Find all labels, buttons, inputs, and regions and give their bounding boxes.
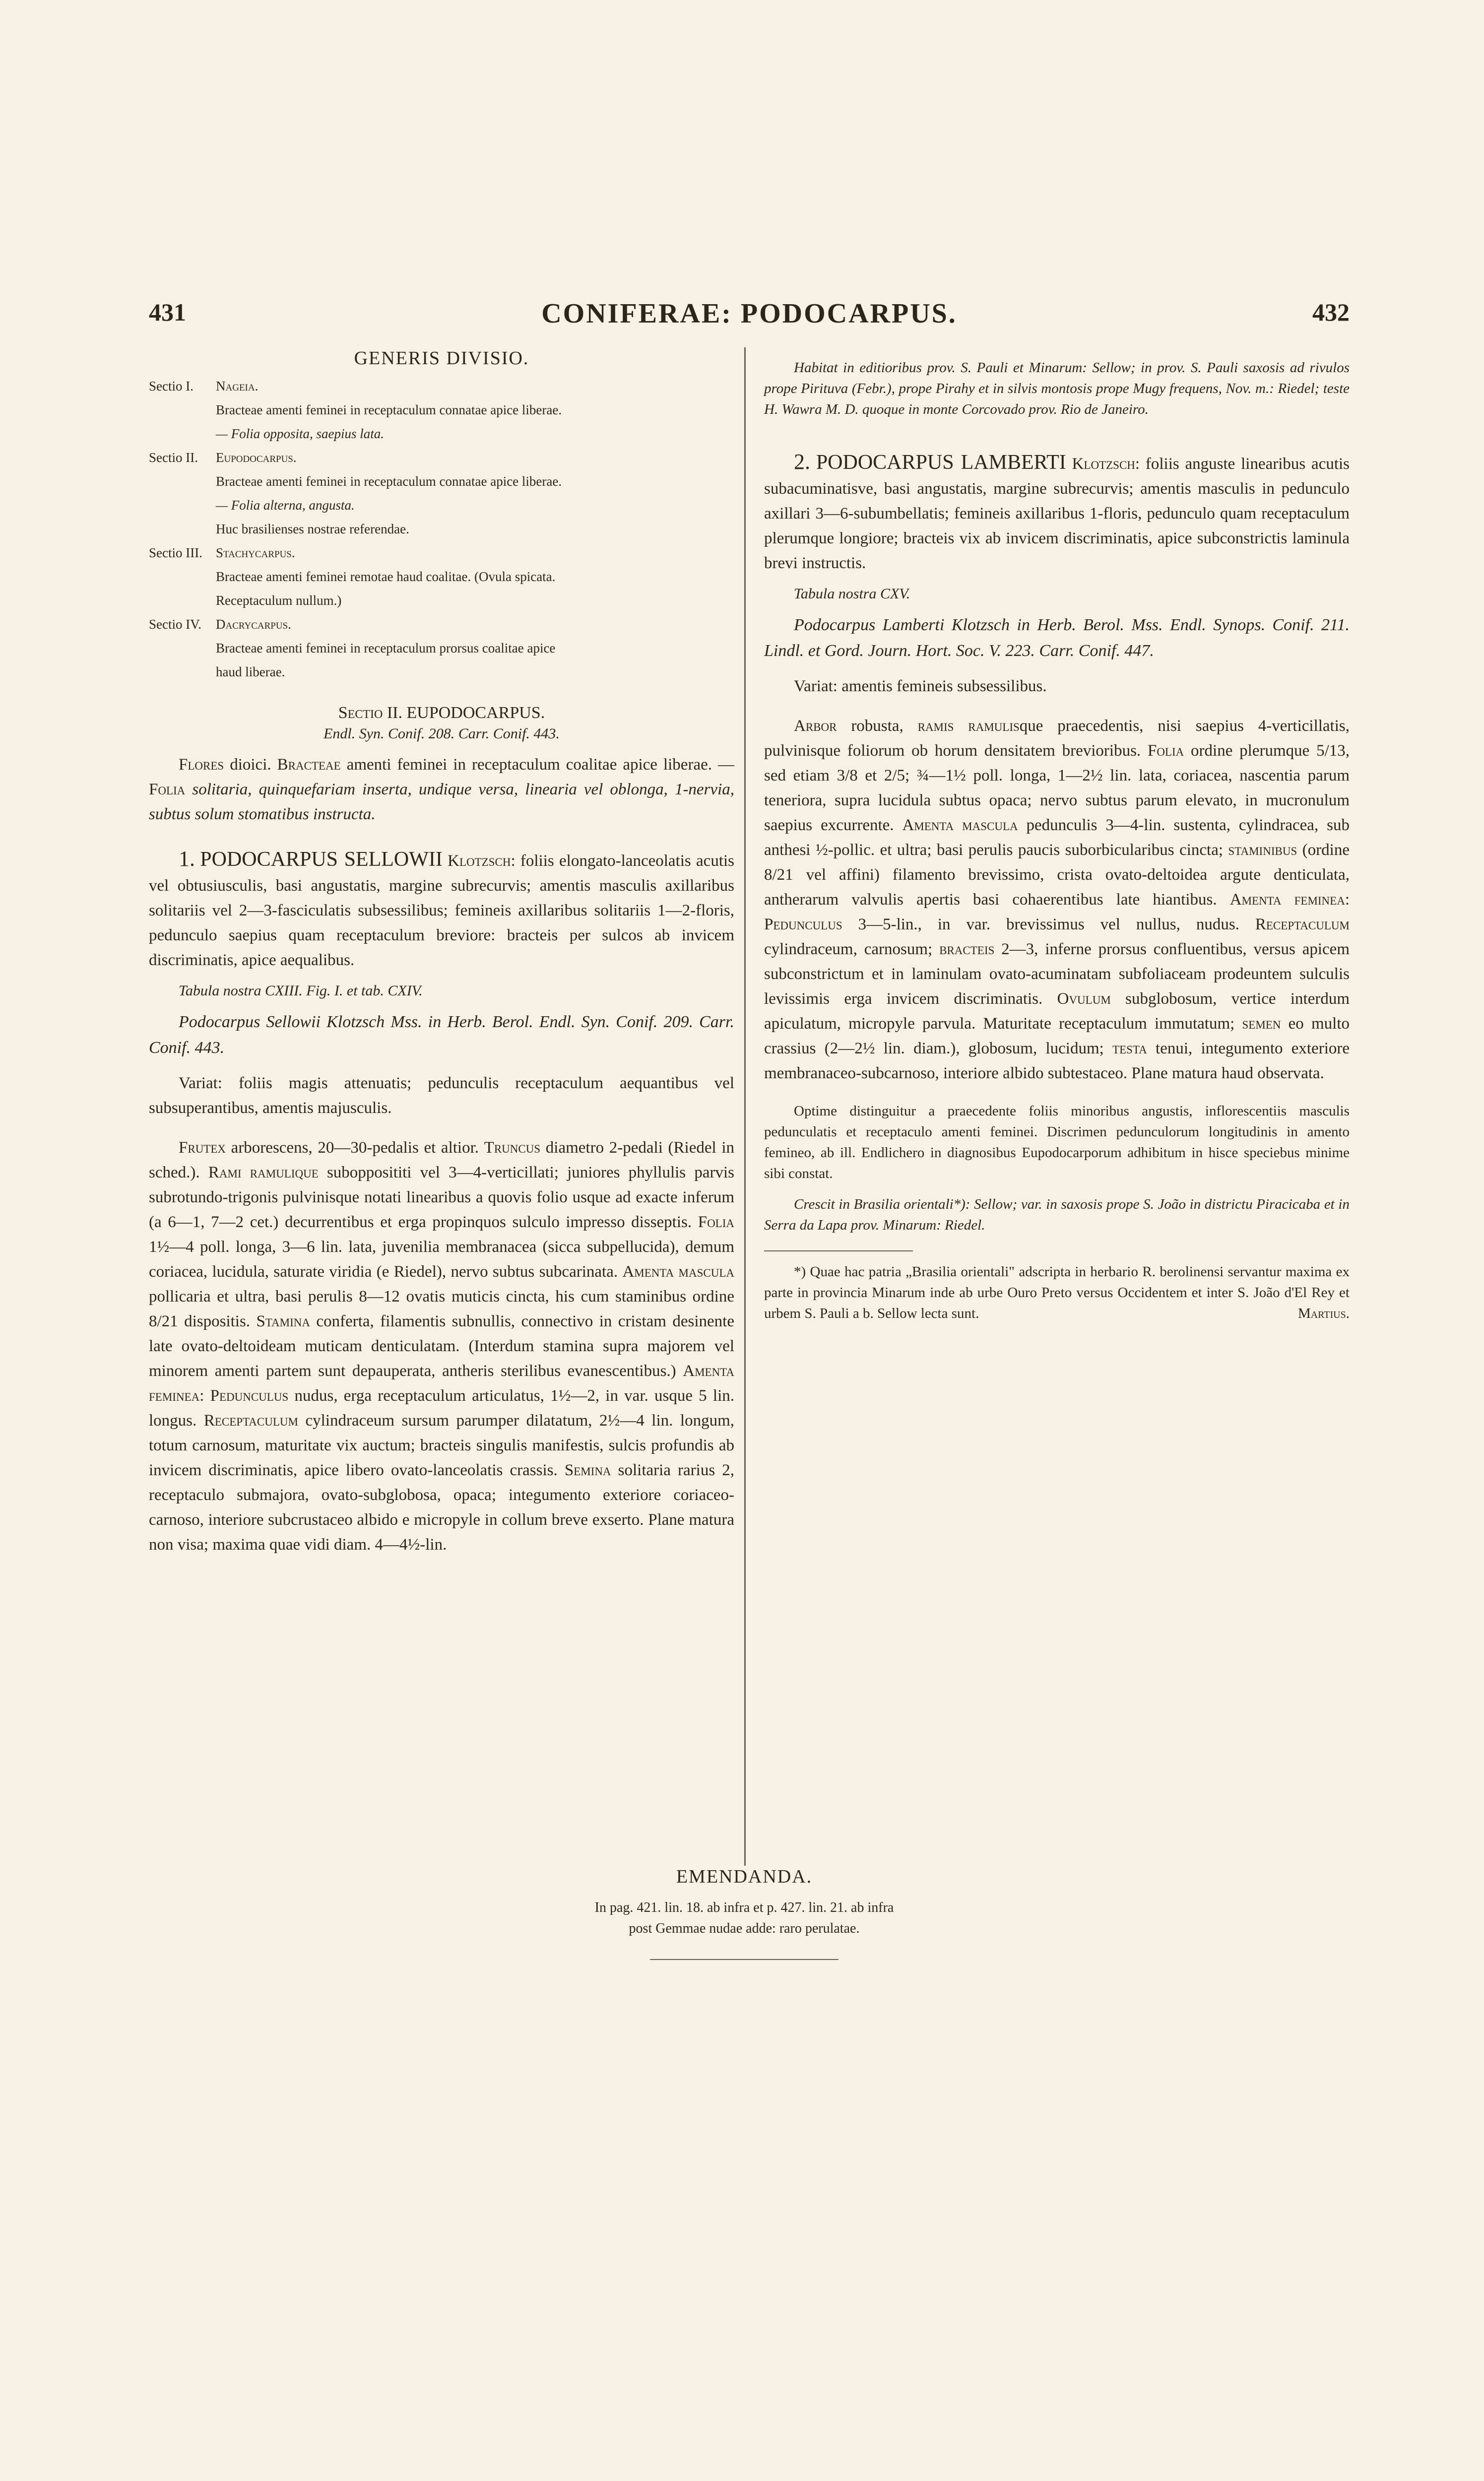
term: testa [1112, 1040, 1147, 1057]
term: staminibus [1228, 841, 1297, 859]
term: semen [1242, 1015, 1281, 1033]
text: dioici. [224, 756, 277, 774]
text: cylindraceum sursum parumper dilatatum, 2½—4 lin. longum, totum carnosum, maturitate vix auctum; bracteis singulis manifestis, sulcis profundis ab invicem discriminatis, apice libero ovato-lanceolatis crassis. [149, 1412, 734, 1479]
term: Rami ramulique [208, 1164, 319, 1181]
emendanda-line: In pag. 421. lin. 18. ab infra et p. 427. lin. 21. ab infra [594, 1900, 894, 1915]
species-1-description [149, 1135, 734, 1557]
section-label: Sectio III. [149, 545, 202, 560]
synonymy: Podocarpus Sellowii Klotzsch Mss. in Herb. Berol. Endl. Syn. Conif. 209. Carr. Conif. 443. [149, 1013, 734, 1057]
running-title: CONIFERAE: PODOCARPUS. [541, 298, 957, 329]
left-column [149, 347, 734, 1557]
species-2-habitat: Crescit in Brasilia orientali*): Sellow; var. in saxosis prope S. João in districtu Piracicaba et in Serra da Lapa prov. Minarum: Riedel. [764, 1196, 1350, 1233]
text: amenti feminei in receptaculum coalitae apice liberae. — [340, 756, 734, 774]
text: subopposititi vel 3—4-verticillati; juniores phyllulis parvis subrotundo-trigonis pulvinisque notati linearibus a quovis folio usque ad exacte inferum (a 6—1, 7—2 cet.) decurrentibus et erga propinquos sulculo impresso disseptis. [149, 1164, 734, 1231]
term: Arbor [794, 717, 837, 735]
section-text: Receptaculum nullum.) [216, 593, 342, 608]
term: Amenta mascula [902, 816, 1018, 834]
term: Amenta feminea: Pedunculus [764, 891, 1350, 933]
footnote [764, 1261, 1350, 1324]
text: que praecedentis, nisi saepius 4-verticillatis, pulvinisque foliorum ob horum densitatem brevioribus. [764, 717, 1350, 760]
section-name: Dacrycarpus. [216, 617, 291, 632]
emendanda-title: EMENDANDA. [676, 1866, 813, 1887]
footnote-signature: Martius. [1297, 1306, 1350, 1321]
text: diametro 2-pedali (Riedel in sched.). [149, 1139, 734, 1181]
division-title: GENERIS DIVISIO. [354, 348, 529, 369]
section-label: Sectio II. [149, 450, 198, 465]
page-number-right: 432 [1312, 298, 1350, 326]
section-heading [149, 704, 734, 722]
species-2-diagnosis [764, 450, 1350, 576]
species-name: PODOCARPUS SELLOWII [200, 848, 443, 871]
text: (ordine 8/21 vel affini) filamento brevissimo, crista ovato-deltoidea argute denticulata, antherarum valvulis apertis basi cohaerentibus late hiantibus. [764, 841, 1350, 909]
plate-reference: Tabula nostra CXV. [794, 586, 910, 602]
term: Semina [564, 1461, 611, 1479]
page-number-left: 431 [149, 298, 186, 326]
section-italic: — Folia alterna, angusta. [216, 498, 355, 513]
species-number: 1. [179, 847, 195, 871]
term: Bracteae [277, 756, 341, 774]
text: pollicaria et ultra, basi perulis 8—12 ovatis muticis cincta, his cum staminibus ordine 8/21 dispositis. [149, 1288, 734, 1330]
text: ordine plerumque 5/13, sed etiam 3/8 et 2/5; ¾—1½ poll. longa, 1—2½ lin. lata, coriacea, nascentia parum teneriora, supra lucidula subtus opaca; nervo subtus parum elevato, in mucronulum saepius excurrente. [764, 742, 1350, 834]
emendanda [516, 1866, 972, 1960]
text: nudus, erga receptaculum articulatus, 1½—2, in var. usque 5 lin. longus. [149, 1387, 734, 1430]
term: Folia [1147, 742, 1184, 760]
term: Stamina [256, 1312, 310, 1330]
text: cylindraceum, carnosum; [764, 940, 940, 958]
section-text: Bracteae amenti feminei remotae haud coalitae. (Ovula spicata. [216, 569, 556, 584]
division-section [149, 374, 734, 446]
text: robusta, [837, 717, 918, 735]
text: 2—3, inferne prorsus confluentibus, versus apicem subconstrictum et in laminulam ovato-acuminatam subfoliaceam prodeuntem sulculis levissimis erga invicem discriminatis. [764, 940, 1350, 1008]
section-text: Bracteae amenti feminei in receptaculum connatae apice liberae. [216, 402, 562, 417]
column-divider [744, 347, 746, 1866]
division-section [149, 612, 734, 684]
term: Folia [698, 1213, 734, 1231]
emendanda-line: post Gemmae nudae adde: raro perulatae. [629, 1921, 860, 1936]
species-2-note: Optime distinguitur a praecedente foliis minoribus angustis, inflorescentiis masculis pedunculatis et receptaculo amenti feminei. Discrimen pedunculorum longitudinis in amento femineo, ab ill. Endlichero in diagnosibus Eupodocarporum adhibitum in hisce speciebus minime sibi constat. [764, 1103, 1350, 1181]
variety: Variat: foliis magis attenuatis; pedunculis receptaculum aequantibus vel subsuperantibus, amentis majusculis. [149, 1074, 734, 1117]
term: Folia [149, 781, 186, 798]
text: subglobosum, vertice interdum apiculatum, micropyle parvula. Maturitate receptaculum immutatum; [764, 990, 1350, 1033]
text: solitaria rarius 2, receptaculo submajora, ovato-subglobosa, opaca; integumento exteriore coriaceo-carnoso, interiore subcrustaceo albido e micropyle in collum breve exserto. Plane matura non visa; maxima quae vidi diam. 4—4½-lin. [149, 1461, 735, 1554]
species-author: Klotzsch: [1072, 455, 1140, 473]
plate-reference: Tabula nostra CXIII. Fig. I. et tab. CXIV. [179, 982, 423, 999]
term: Receptaculum [1255, 915, 1350, 933]
section-label: Sectio IV. [149, 617, 201, 632]
variety: Variat: amentis femineis subsessilibus. [794, 677, 1047, 695]
section-heading-label: Sectio II. [338, 704, 403, 722]
page-header [149, 298, 1350, 337]
section-description [149, 752, 734, 827]
footnote-text: *) Quae hac patria „Brasilia orientali" adscripta in herbario R. berolinensi servantur maxima ex parte in provincia Minarum inde ab urbe Ouro Preto versus Occidentem et inter S. João d'El Rey et urbem S. Pauli a b. Sellow lecta sunt. [764, 1264, 1350, 1321]
synonymy: Podocarpus Lamberti Klotzsch in Herb. Berol. Mss. Endl. Synops. Conif. 211. Lindl. et Gord. Journ. Hort. Soc. V. 223. Carr. Conif. 447. [764, 616, 1350, 660]
species-name: PODOCARPUS LAMBERTI [816, 451, 1066, 474]
text: tenui, integumento exteriore membranaceo-subcarnoso, interiore albido subtestaceo. Plane matura haud observata. [764, 1040, 1350, 1082]
section-heading-name: EUPODOCARPUS. [406, 704, 545, 722]
section-name: Eupodocarpus. [216, 450, 297, 465]
section-name: Stachycarpus. [216, 545, 295, 560]
section-text: Bracteae amenti feminei in receptaculum connatae apice liberae. [216, 474, 562, 489]
section-text: Bracteae amenti feminei in receptaculum prorsus coalitae apice [216, 641, 556, 655]
term: Frutex [179, 1139, 226, 1157]
text: eo multo crassius (2—2½ lin. diam.), globosum, lucidum; [764, 1015, 1350, 1057]
text: 1½—4 poll. longa, 3—6 lin. lata, juvenilia membranacea (sicca subpellucida), demum coriacea, lucidula, saturate viridia (e Riedel), nervo subtus subcarinata. [149, 1238, 734, 1281]
section-extra: Huc brasilienses nostrae referendae. [216, 522, 409, 536]
species-2-description [764, 714, 1350, 1086]
species-1-diagnosis [149, 847, 734, 973]
diagnosis-text: foliis elongato-lanceolatis acutis vel obtusiusculis, basi angustatis, margine subrecurvis; amentis masculis axillaribus solitariis vel 2—3-fasciculatis subsessilibus; femineis axillaribus solitariis 1—2-floris, pedunculo saepius quam receptaculum breviore: bracteis per sulcos ab invicem discriminatis, apice aequalibus. [149, 852, 734, 969]
term: ramis ramulis [917, 717, 1020, 735]
species-1-habitat: Habitat in editioribus prov. S. Pauli et Minarum: Sellow; in prov. S. Pauli saxosis ad rivulos prope Pirituva (Febr.), prope Pirahy et in silvis montosis prope Mugy frequens, Nov. m.: Riedel; teste H. Wawra M. D. quoque in monte Corcovado prov. Rio de Janeiro. [764, 360, 1350, 417]
text: conferta, filamentis subnullis, connectivo in cristam desinente late ovato-deltoideam muticam denticulatam. (Interdum stamina supra majorem vel minorem amenti partem sunt depauperata, antheris sterilibus evanescentibus.) [149, 1312, 734, 1380]
diagnosis-text: foliis anguste linearibus acutis subacuminatisve, basi angustatis, margine subrecurvis; amentis masculis in pedunculo axillari 3—6-subumbellatis; femineis axillaribus 1-floris, pedunculo quam receptaculum plerumque longiore; bracteis vix ab invicem discriminatis, apice subconstrictis laminula brevi instructis. [764, 455, 1350, 572]
emendanda-rule [650, 1959, 839, 1960]
text: arborescens, 20—30-pedalis et altior. [226, 1139, 484, 1157]
division-section [149, 541, 734, 612]
term: Amenta feminea: Pedunculus [149, 1362, 734, 1405]
term: Flores [179, 756, 224, 774]
term: Truncus [484, 1139, 541, 1157]
text: pedunculis 3—4-lin. sustenta, cylindracea, sub anthesi ½-pollic. et ultra; basi perulis paucis suborbicularibus cincta; [764, 816, 1350, 859]
text: 3—5-lin., in var. brevissimus vel nullus, nudus. [842, 915, 1255, 933]
term: bracteis [939, 940, 995, 958]
term: Receptaculum [203, 1412, 298, 1430]
text: solitaria, quinquefariam inserta, undique versa, linearia vel oblonga, 1-nervia, subtus solum stomatibus instructa. [149, 781, 734, 823]
section-refs: Endl. Syn. Conif. 208. Carr. Conif. 443. [323, 725, 560, 742]
right-column [764, 347, 1350, 1324]
term: Amenta mascula [622, 1263, 734, 1281]
section-name: Nageia. [216, 379, 258, 393]
section-label: Sectio I. [149, 379, 194, 393]
species-number: 2. [794, 450, 810, 474]
species-author: Klotzsch: [448, 852, 516, 870]
section-text: haud liberae. [216, 664, 285, 679]
section-italic: — Folia opposita, saepius lata. [216, 426, 385, 441]
division-section [149, 446, 734, 541]
term: Ovulum [1057, 990, 1111, 1008]
footnote-rule [764, 1250, 913, 1251]
